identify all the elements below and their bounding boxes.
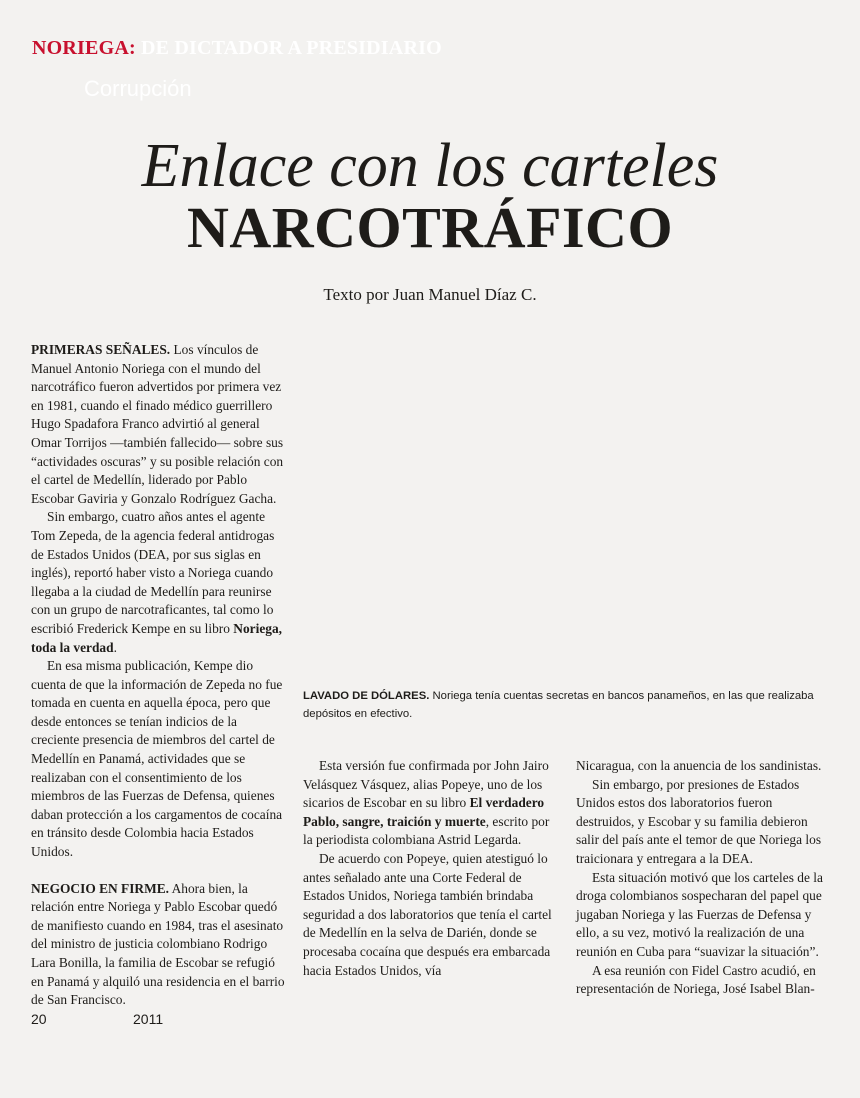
- caption-lead: LAVADO DE DÓLARES.: [303, 690, 430, 702]
- article-title-line1: Enlace con los carteles: [141, 132, 719, 200]
- paragraph: En esa misma publicación, Kempe dio cuenta de que la información de Zepeda no fue tomada en cuenta en aquella época, pero que desde entonces se tenían indicios de la creciente presencia de miembros del cartel de Medellín en Panamá, actividades que se realizaban con el consentimiento de los miembros de las Fuerzas de Defensa, quienes daban protección a los cargamentos de cocaína en tránsito desde Colombia hacia Estados Unidos.: [31, 658, 283, 860]
- paragraph: Esta situación motivó que los carteles de la droga colombianos sospecharan del papel que jugaban Noriega y las Fuerzas de Defensa y ello, a su vez, motivó la realización de una reunión en Cuba para “suavizar la situación”.: [576, 869, 823, 959]
- byline: Texto por Juan Manuel Díaz C.: [323, 285, 537, 304]
- paragraph: [31, 341, 287, 508]
- body-column-3: [576, 757, 834, 999]
- paragraph: De acuerdo con Popeye, quien atestiguó lo antes señalado ante una Corte Federal de Estados Unidos, Noriega también brindaba seguridad a dos laboratorios que tenía el cartel de Medellín en la selva de Darién, donde se procesaba cocaína que después era embarcada hacia Estados Unidos, vía: [303, 850, 552, 978]
- subhead: NEGOCIO EN FIRME.: [31, 880, 170, 896]
- paragraph-text: Sin embargo, cuatro años antes el agente Tom Zepeda, de la agencia federal antidrogas de Estados Unidos (DEA, por sus siglas en inglés), reportó haber visto a Noriega cuando llegaba a la ciudad de Medellín para reunirse con un grupo de narcotraficantes, tal como lo escribió Frederick Kempe en su libro: [31, 509, 275, 636]
- subhead: PRIMERAS SEÑALES.: [31, 342, 171, 357]
- section-header: [32, 37, 442, 60]
- paragraph-text: , escrito por la periodista colombiana Astrid Legarda.: [303, 813, 550, 848]
- paragraph-text: Ahora bien, la relación entre Noriega y Pablo Escobar quedó de manifiesto cuando en 1984, tras el asesinato del ministro de justicia colombiano Rodrigo Lara Bonilla, la familia de Escobar se refugió en Panamá y alquiló una residencia en el barrio de San Francisco.: [31, 880, 285, 1008]
- book-title: El verdadero Pablo, sangre, traición y muerte: [303, 795, 545, 829]
- paragraph-text: .: [113, 639, 117, 655]
- caption-text: Noriega tenía cuentas secretas en bancos panameños, en las que realizaba depósitos en efectivo.: [303, 690, 814, 720]
- paragraph: [31, 508, 287, 657]
- paragraph: A esa reunión con Fidel Castro acudió, en representación de Noriega, José Isabel Blan-: [576, 962, 816, 997]
- paragraph-text: Esta versión fue confirmada por John Jairo Velásquez Vásquez, alias Popeye, uno de los sicarios de Escobar en su libro: [303, 758, 549, 811]
- issue-year: 2011: [133, 1011, 164, 1027]
- page-number: 20: [31, 1011, 47, 1027]
- paragraph: [31, 880, 287, 1010]
- photo-caption: [303, 687, 823, 723]
- paragraph-text: Los vínculos de Manuel Antonio Noriega con el mundo del narcotráfico fueron advertidos por primera vez en 1981, cuando el finado médico guerrillero Hugo Spadafora Franco advirtió al general Omar Torrijos —también fallecido— sobre sus “actividades oscuras” y su posible relación con el cartel de Medellín, liderado por Pablo Escobar Gaviria y Gonzalo Rodríguez Gacha.: [31, 342, 284, 506]
- article-title-line2: NARCOTRÁFICO: [186, 195, 674, 260]
- paragraph: Nicaragua, con la anuencia de los sandinistas.: [576, 758, 822, 773]
- body-column-2: [303, 757, 561, 980]
- paragraph: [303, 757, 561, 850]
- book-title: Noriega, toda la verdad: [31, 620, 283, 655]
- section-header-rest: DE DICTADOR A PRESIDIARIO: [141, 37, 442, 59]
- body-column-1: [31, 341, 287, 1010]
- subsection-label: Corrupción: [84, 76, 192, 101]
- paragraph: Sin embargo, por presiones de Estados Unidos estos dos laboratorios fueron destruidos, y Escobar y su familia debieron salir del país ante el temor de que Noriega los traicionara y entregara a la DEA.: [576, 776, 822, 866]
- photo-placeholder: [303, 334, 833, 674]
- section-header-red: NORIEGA:: [32, 37, 136, 59]
